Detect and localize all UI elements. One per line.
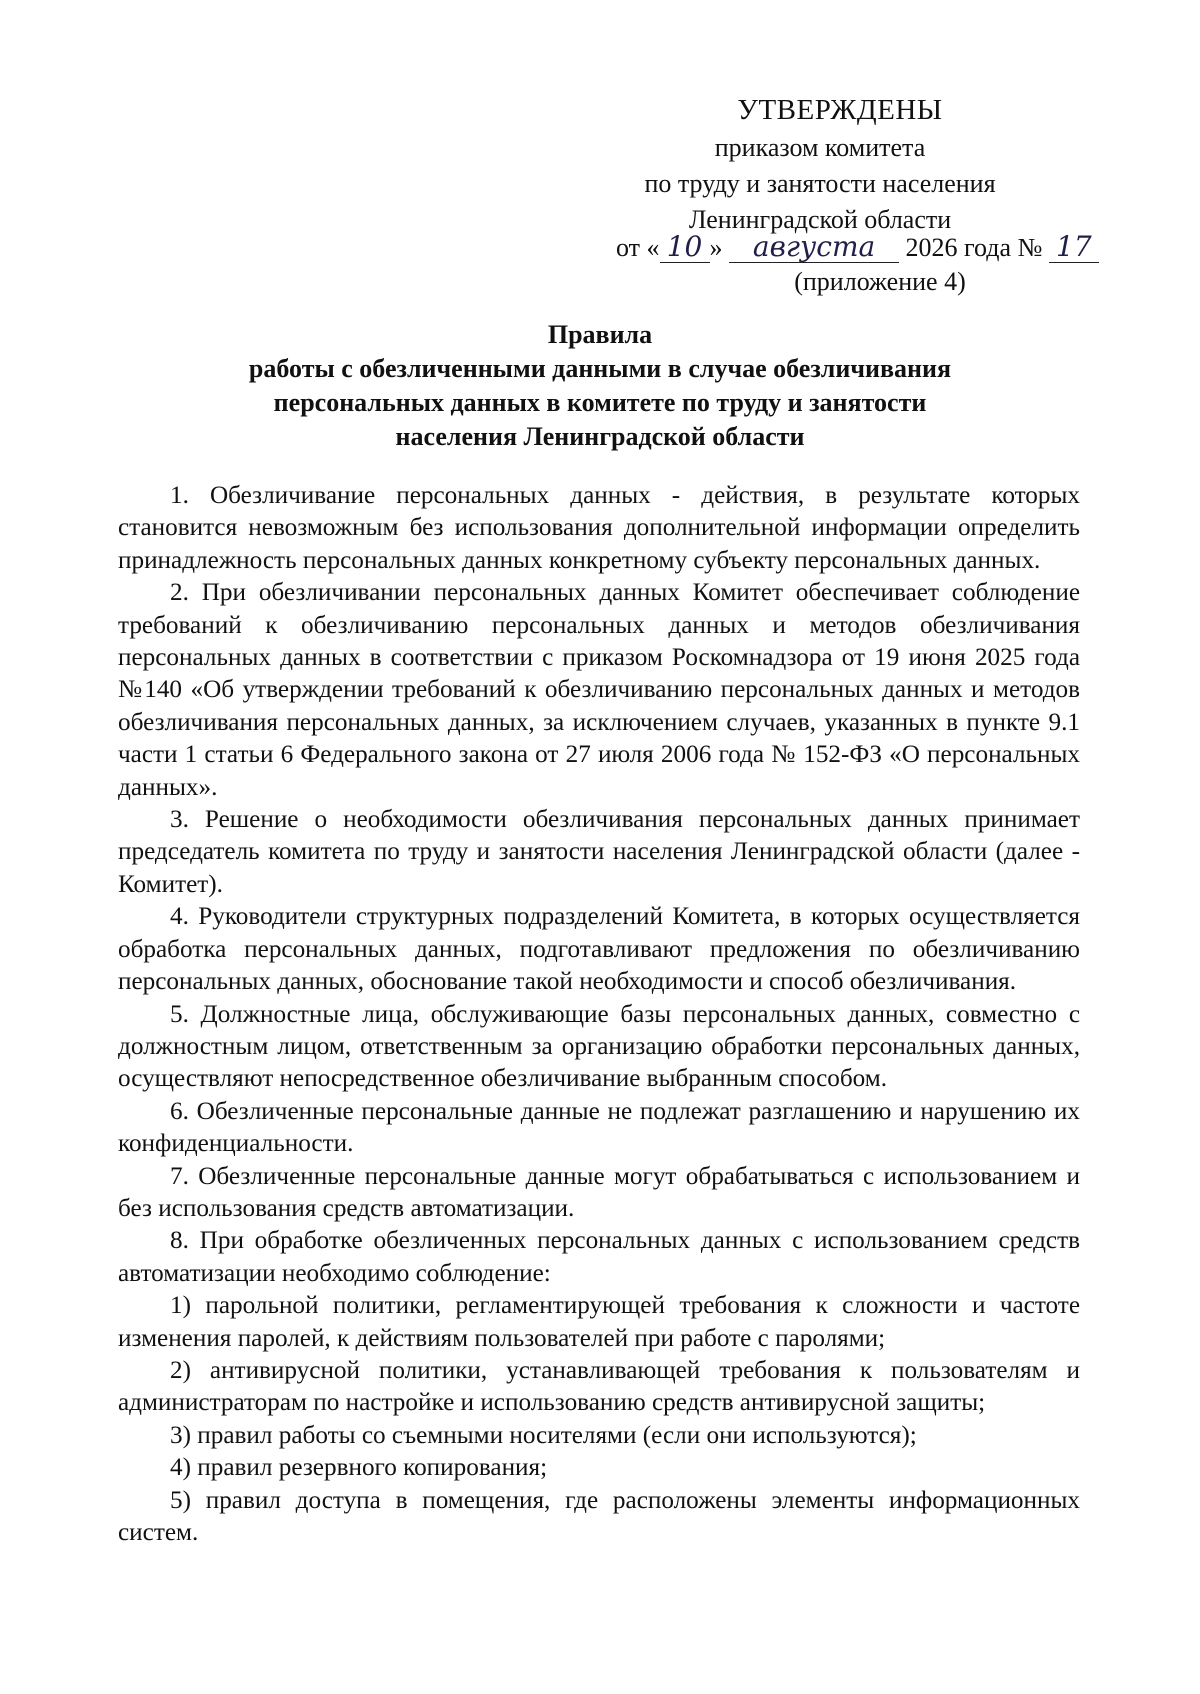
list-item: 5) правил доступа в помещения, где расположены элементы информационных систем. [118, 1486, 1080, 1546]
handwritten-day: 10 [660, 232, 710, 263]
list-item: 1) парольной политики, регламентирующей требования к сложности и частоте изменения паролей, к действиям пользователей при работе с паролями; [118, 1292, 1080, 1352]
list-item: 2) антивирусной политики, устанавливающей требования к пользователям и администраторам по настройке и использованию средств антивирусной защиты; [118, 1356, 1080, 1417]
date-mid: » [709, 233, 723, 262]
paragraph: 3. Решение о необходимости обезличивания персональных данных принимает председатель комитета по труду и занятости населения Ленинградской области (далее - Комитет). [118, 806, 1080, 898]
paragraph: 8. При обработке обезличенных персональных данных с использованием средств автоматизации необходимо соблюдение: [118, 1227, 1080, 1287]
paragraph: 4. Руководители структурных подразделений Комитета, в которых осуществляется обработка персональных данных, подготавливают предложения по обезличиванию персональных данных, обоснование такой необходимости и способ обезличивания. [118, 903, 1080, 996]
date-year: 2026 года № [905, 233, 1043, 262]
title-line: населения Ленинградской области [395, 422, 805, 451]
list-item: 3) правил работы со съемными носителями (если они используются); [170, 1421, 917, 1449]
document-title [120, 318, 1080, 454]
handwritten-order-number: 17 [1049, 232, 1099, 263]
approval-line: приказом комитета [714, 133, 926, 162]
annex-label: (приложение 4) [794, 267, 966, 296]
title-line: Правила [547, 320, 653, 349]
handwritten-month: августа [729, 232, 899, 263]
approval-date-line [616, 230, 1176, 266]
title-line: работы с обезличенными данными в случае обезличивания [248, 354, 952, 383]
list-item: 4) правил резервного копирования; [170, 1454, 548, 1482]
paragraph: 7. Обезличенные персональные данные могут обрабатываться с использованием и без использования средств автоматизации. [118, 1162, 1080, 1222]
approval-heading: УТВЕРЖДЕНЫ [737, 94, 943, 126]
approval-block [560, 90, 1080, 238]
approval-line: Ленинградской области [688, 205, 952, 234]
document-body [118, 480, 1080, 1549]
approval-line: по труду и занятости населения [644, 169, 996, 198]
paragraph: 2. При обезличивании персональных данных Комитет обеспечивает соблюдение требований к обезличиванию персональных данных и методов обезличивания персональных данных в соответствии с приказом Роскомнадзора от 19 июня 2025 года №140 «Об утверждении требований к обезличиванию персональных данных и методов обезличивания персональных данных, за исключением случаев, указанных в пункте 9.1 части 1 статьи 6 Федерального закона от 27 июля 2006 года № 152-ФЗ «О персональных данных». [118, 579, 1080, 801]
paragraph: 6. Обезличенные персональные данные не подлежат разглашению и нарушению их конфиденциальности. [118, 1097, 1080, 1158]
title-line: персональных данных в комитете по труду и занятости [273, 388, 927, 417]
paragraph: 1. Обезличивание персональных данных - действия, в результате которых становится невозможным без использования дополнительной информации определить принадлежность персональных данных конкретному субъекту персональных данных. [118, 482, 1080, 574]
paragraph: 5. Должностные лица, обслуживающие базы персональных данных, совместно с должностным лицом, ответственным за организацию обработки персональных данных, осуществляют непосредственное обезличивание выбранным способом. [118, 1000, 1080, 1093]
date-prefix: от « [616, 233, 660, 262]
